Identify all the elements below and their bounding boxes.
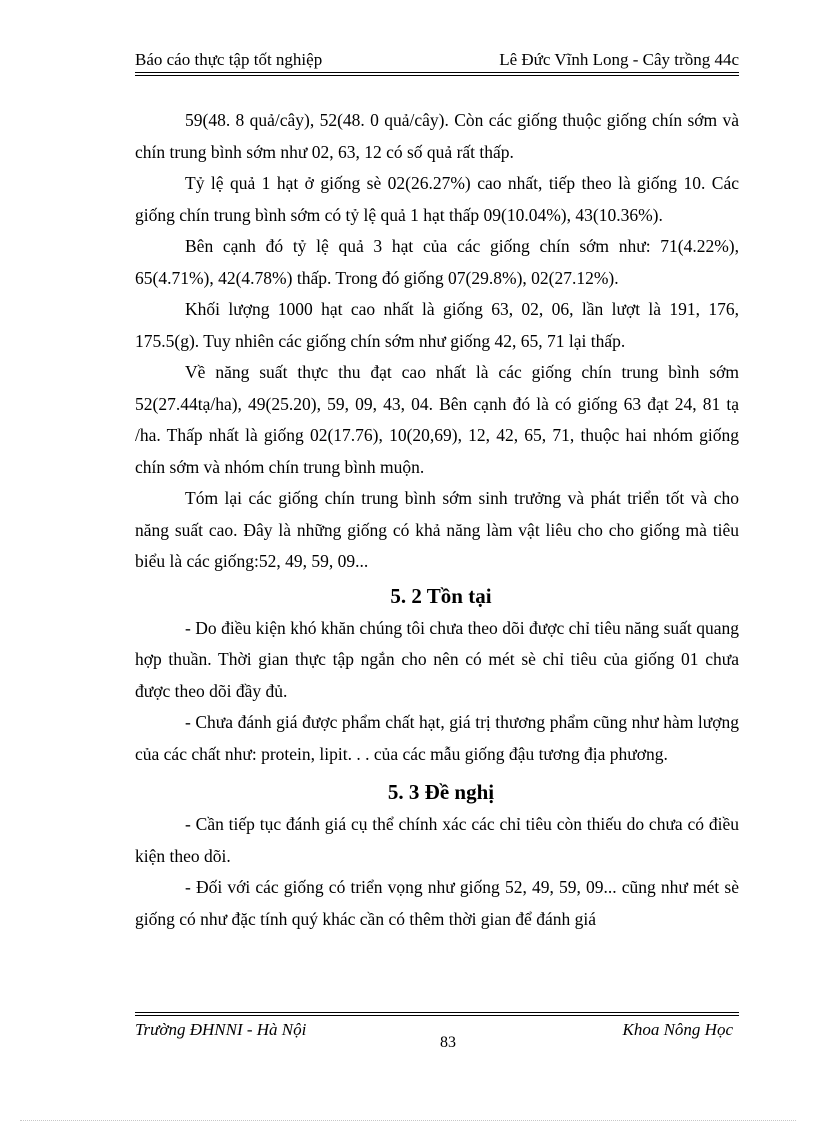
page-number: 83	[440, 1034, 456, 1051]
page-body	[135, 105, 739, 935]
de-nghi-item-2: - Đối với các giống có triển vọng như giống 52, 49, 59, 09... cũng như mét sè giống có như đặc tính quý khác cần có thêm thời gian để đánh giá	[135, 877, 739, 929]
ton-tai-item-1: - Do điều kiện khó khăn chúng tôi chưa theo dõi được chỉ tiêu năng suất quang hợp thuần. Thời gian thực tập ngắn cho nên có mét sè chỉ tiêu của giống 01 chưa được theo dõi đầy đủ.	[135, 617, 739, 701]
page-edge-divider	[20, 1120, 796, 1121]
ton-tai-item-2: - Chưa đánh giá được phẩm chất hạt, giá trị thương phẩm cũng như hàm lượng của các chất như: protein, lipit. . . của các mẫu giống đậu tương địa phương.	[135, 712, 739, 764]
header-rule	[135, 72, 739, 73]
footer-rule-double	[135, 1015, 739, 1016]
footer-rule	[135, 1012, 739, 1013]
page-header	[135, 48, 739, 72]
paragraph-2: Tỷ lệ quả 1 hạt ở giống sè 02(26.27%) cao nhất, tiếp theo là giống 10. Các giống chín trung bình sớm có tỷ lệ quả 1 hạt thấp 09(10.04%), 43(10.36%).	[135, 173, 739, 225]
footer-faculty: Khoa Nông Học	[622, 1020, 733, 1039]
paragraph-1: 59(48. 8 quả/cây), 52(48. 0 quả/cây). Còn các giống thuộc giống chín sớm và chín trung bình sớm như 02, 63, 12 có số quả rất thấp.	[135, 110, 739, 162]
page-footer	[135, 1012, 739, 1062]
footer-university: Trường ĐHNNI - Hà Nội	[135, 1020, 307, 1039]
header-report-title: Báo cáo thực tập tốt nghiệp	[135, 50, 323, 69]
section-heading-ton-tai: 5. 2 Tồn tại	[390, 583, 492, 608]
header-rule-double	[135, 75, 739, 76]
paragraph-5: Về năng suất thực thu đạt cao nhất là các giống chín trung bình sớm 52(27.44tạ/ha), 49(25.20), 59, 09, 43, 04. Bên cạnh đó là có giống 63 đạt 24, 81 tạ /ha. Thấp nhất là giống 02(17.76), 10(20,69), 12, 42, 65, 71, thuộc hai nhóm giống chín sớm và nhóm chín trung bình muộn.	[135, 362, 739, 477]
paragraph-4: Khối lượng 1000 hạt cao nhất là giống 63, 02, 06, lần lượt là 191, 176, 175.5(g). Tuy nhiên các giống chín sớm như giống 42, 65, 71 lại thấp.	[135, 299, 739, 351]
section-heading-de-nghi: 5. 3 Đề nghị	[387, 780, 495, 804]
header-author: Lê Đức Vĩnh Long - Cây trồng 44c	[499, 50, 739, 69]
paragraph-3: Bên cạnh đó tỷ lệ quả 3 hạt của các giống chín sớm như: 71(4.22%), 65(4.71%), 42(4.78%) thấp. Trong đó giống 07(29.8%), 02(27.12%).	[135, 236, 739, 288]
paragraph-6: Tóm lại các giống chín trung bình sớm sinh trưởng và phát triển tốt và cho năng suất cao. Đây là những giống có khả năng làm vật liêu cho cho giống mà tiêu biểu là các giống:52, 49, 59, 09...	[135, 488, 739, 571]
de-nghi-item-1: - Cần tiếp tục đánh giá cụ thể chính xác các chỉ tiêu còn thiếu do chưa có điều kiện theo dõi.	[135, 814, 739, 866]
